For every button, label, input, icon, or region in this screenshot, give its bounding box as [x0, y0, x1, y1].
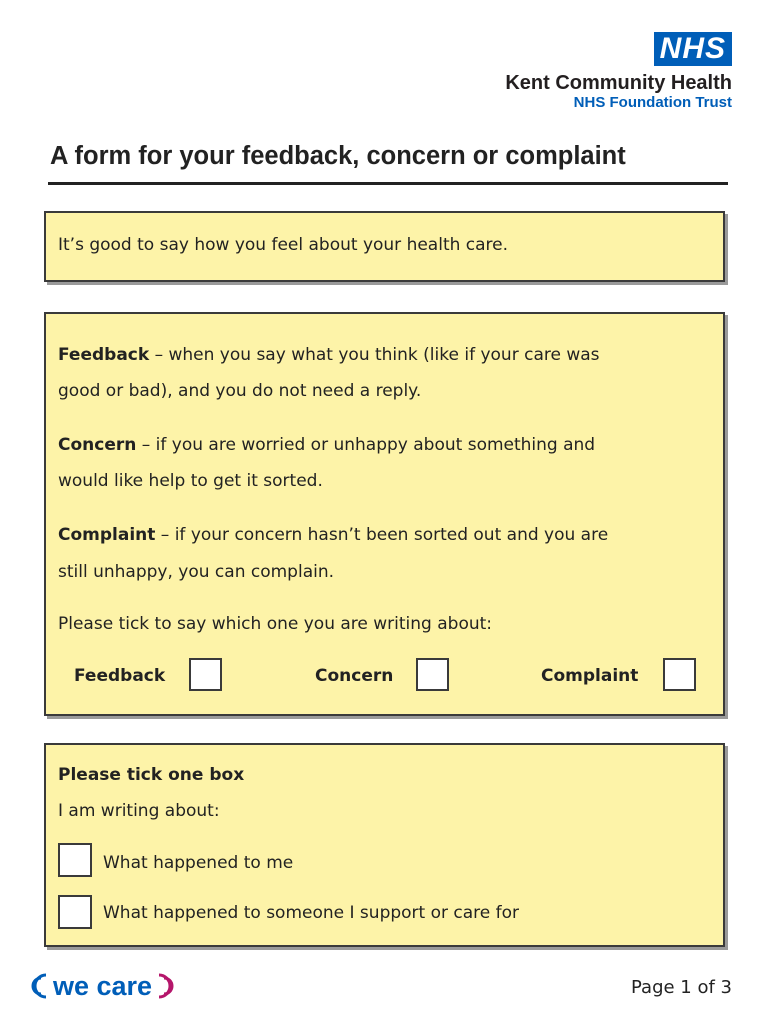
concern-checkbox[interactable]: [416, 658, 449, 691]
complaint-definition-line1: – if your concern hasn’t been sorted out and you are: [155, 525, 609, 545]
concern-definition-line2: would like help to get it sorted.: [58, 471, 323, 491]
concern-choice-label: Concern: [315, 666, 394, 686]
page-number: Page 1 of 3: [631, 977, 732, 998]
tick-prompt: Please tick to say which one you are writing about:: [58, 614, 493, 634]
feedback-term: Feedback: [58, 345, 150, 365]
left-bracket-icon: [30, 972, 50, 1000]
intro-box: [44, 211, 725, 282]
page-title: A form for your feedback, concern or complaint: [50, 142, 626, 170]
complaint-definition: [58, 525, 608, 545]
someone-option-label: What happened to someone I support or care for: [103, 903, 520, 923]
me-checkbox[interactable]: [58, 843, 92, 877]
org-name: Kent Community Health: [505, 72, 732, 94]
feedback-choice-label: Feedback: [74, 666, 166, 686]
someone-checkbox[interactable]: [58, 895, 92, 929]
nhs-logo: [505, 32, 732, 112]
feedback-definition-line1: – when you say what you think (like if your care was: [149, 345, 600, 365]
feedback-definition: [58, 345, 600, 365]
definitions-box: [44, 312, 725, 716]
writing-about-label: I am writing about:: [58, 801, 220, 821]
me-option-label: What happened to me: [103, 853, 294, 873]
feedback-definition-line2: good or bad), and you do not need a reply.: [58, 381, 422, 401]
nhs-badge: NHS: [654, 32, 732, 66]
right-bracket-icon: [155, 972, 175, 1000]
writing-about-box: [44, 743, 725, 947]
we-care-text: we care: [53, 970, 153, 1001]
complaint-choice-label: Complaint: [541, 666, 639, 686]
complaint-term: Complaint: [58, 525, 156, 545]
feedback-checkbox[interactable]: [189, 658, 222, 691]
intro-text: It’s good to say how you feel about your health care.: [58, 235, 509, 255]
tick-one-heading: Please tick one box: [58, 765, 245, 785]
concern-definition: [58, 435, 595, 455]
concern-definition-line1: – if you are worried or unhappy about something and: [136, 435, 596, 455]
complaint-definition-line2: still unhappy, you can complain.: [58, 562, 335, 582]
title-divider: [48, 182, 728, 185]
complaint-checkbox[interactable]: [663, 658, 696, 691]
concern-term: Concern: [58, 435, 137, 455]
we-care-logo: [30, 968, 175, 1004]
org-subtitle: NHS Foundation Trust: [573, 94, 732, 111]
